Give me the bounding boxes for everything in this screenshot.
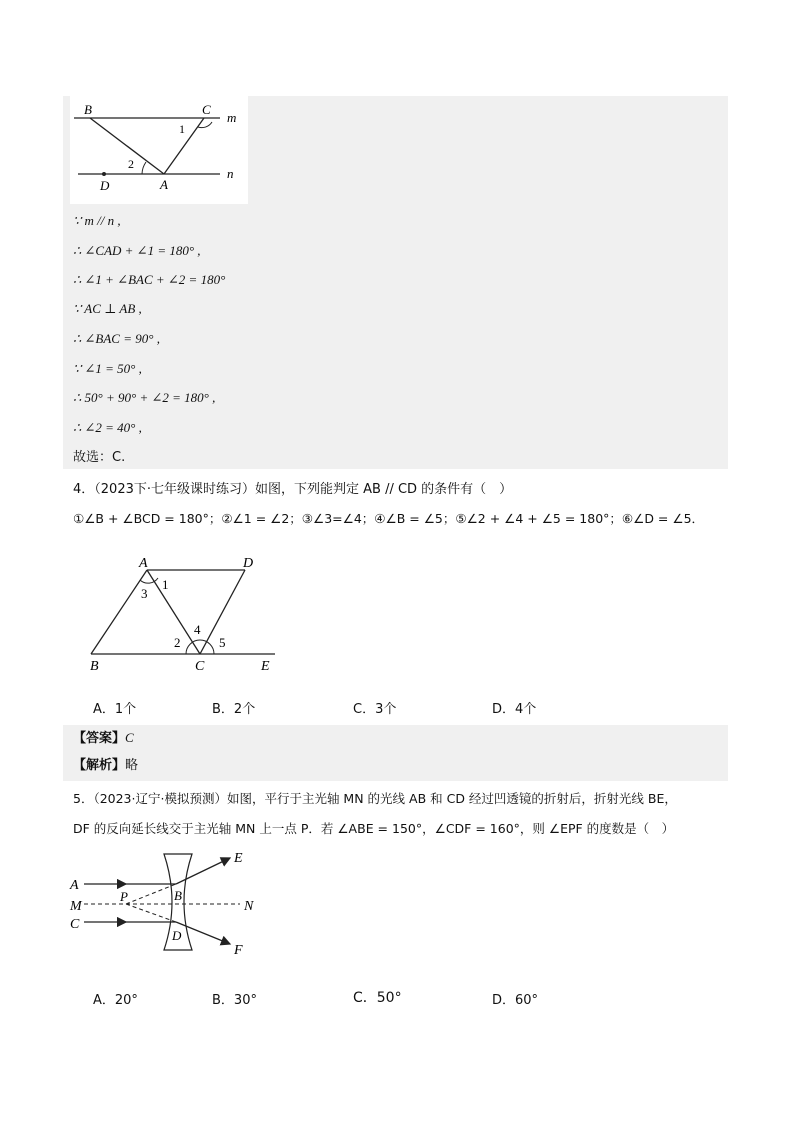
figure-q5-lens (68, 848, 268, 960)
fig1-label-A: A (160, 177, 168, 192)
fig5-label-N: N (244, 899, 254, 914)
fig1-label-m: m (227, 110, 237, 125)
q4-analysis-row (73, 757, 138, 775)
fig5-label-D: D (172, 928, 182, 943)
q5-option-c: C．50° (353, 990, 402, 1006)
answer-value: C (125, 730, 134, 745)
fig5-label-M: M (70, 899, 82, 914)
q5-option-a: A．20° (93, 993, 138, 1008)
q5-stem-line1: 5．（2023·辽宁·模拟预测）如图，平行于主光轴 MN 的光线 AB 和 CD 经过凹透镜的折射后，折射光线 BE， (73, 791, 677, 806)
solution-line-2: ∴ ∠CAD + ∠1 = 180° , (73, 243, 201, 258)
fig1-label-C: C (202, 102, 211, 117)
fig5-label-C: C (70, 917, 80, 932)
solution-line-7: ∴ 50° + 90° + ∠2 = 180° , (73, 390, 216, 405)
fig4-label-B: B (90, 659, 99, 674)
fig1-label-B: B (84, 102, 92, 117)
q4-answer-row (73, 729, 134, 748)
fig4-label-A: A (139, 556, 148, 571)
q5-stem-line2: DF 的反向延长线交于主光轴 MN 上一点 P．若 ∠ABE = 150°，∠CDF = 160°，则 ∠EPF 的度数是（ ） (73, 821, 675, 836)
fig1-label-D: D (100, 178, 110, 193)
figure-parallel-lines (70, 96, 248, 204)
fig4-label-5: 5 (219, 635, 226, 650)
solution-line-5: ∴ ∠BAC = 90° , (73, 331, 160, 346)
fig4-label-3: 3 (141, 586, 148, 601)
solution-line-1: ∵ m // n , (73, 213, 121, 228)
analysis-label: 【解析】 (73, 758, 126, 773)
q4-option-d: D．4个 (492, 702, 537, 717)
fig4-label-4: 4 (194, 622, 201, 637)
fig4-label-1: 1 (162, 577, 169, 592)
fig5-label-E: E (234, 851, 243, 866)
fig4-label-D: D (243, 556, 254, 571)
q4-option-c: C．3个 (353, 702, 397, 717)
solution-line-8: ∴ ∠2 = 40° , (73, 420, 142, 435)
solution-line-3: ∴ ∠1 + ∠BAC + ∠2 = 180° (73, 272, 226, 287)
fig4-label-C: C (195, 659, 205, 674)
fig4-label-2: 2 (174, 635, 181, 650)
answer-block (63, 725, 728, 781)
q4-stem: 4．（2023下·七年级课时练习）如图，下列能判定 AB // CD 的条件有（ ） (73, 482, 513, 497)
fig5-label-B: B (174, 888, 182, 903)
solution-line-4: ∵ AC ⊥ AB , (73, 301, 142, 316)
answer-label: 【答案】 (73, 731, 126, 746)
q5-option-d: D．60° (492, 993, 539, 1008)
fig5-label-A: A (70, 878, 79, 893)
q5-option-b: B．30° (212, 993, 257, 1008)
analysis-value: 略 (125, 758, 139, 773)
solution-line-6: ∵ ∠1 = 50° , (73, 361, 142, 376)
fig4-label-E: E (261, 659, 270, 674)
q4-option-b: B．2个 (212, 702, 256, 717)
q4-conditions: ①∠B + ∠BCD = 180°；②∠1 = ∠2；③∠3=∠4；④∠B = ∠5；⑤∠2 + ∠4 + ∠5 = 180°；⑥∠D = ∠5． (73, 511, 705, 526)
figure-q4 (85, 552, 285, 674)
fig1-label-2: 2 (128, 157, 134, 171)
solution-line-9: 故选：C. (73, 450, 126, 465)
fig1-label-n: n (227, 166, 234, 181)
fig5-label-P: P (120, 889, 128, 904)
fig1-label-1: 1 (179, 122, 185, 136)
fig5-label-F: F (234, 943, 243, 958)
q4-option-a: A．1个 (93, 702, 137, 717)
